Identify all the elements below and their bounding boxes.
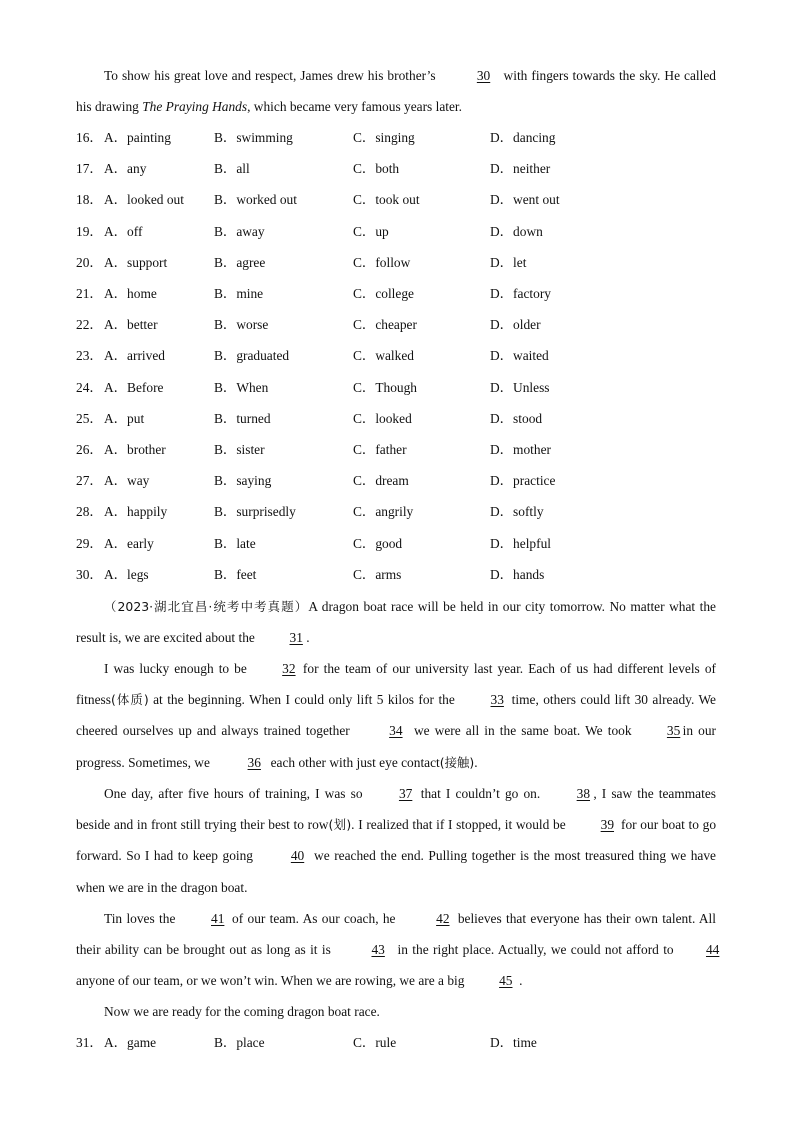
option-b[interactable]: B．turned bbox=[214, 410, 271, 426]
option-a[interactable]: A．painting bbox=[104, 130, 171, 145]
option-c[interactable]: C．good bbox=[353, 535, 403, 551]
option-b[interactable]: B．all bbox=[214, 161, 250, 177]
option-d[interactable]: D．softly bbox=[490, 504, 544, 520]
option-b[interactable]: B．When bbox=[214, 379, 269, 395]
question-number: 24． bbox=[76, 379, 103, 395]
question-row bbox=[76, 159, 726, 179]
question-number: 27． bbox=[76, 473, 103, 489]
gloss-text: (接触) bbox=[439, 754, 475, 770]
option-a[interactable]: A．put bbox=[104, 410, 145, 426]
question-row bbox=[76, 502, 726, 522]
option-d[interactable]: D．older bbox=[490, 317, 541, 333]
option-b[interactable]: B．agree bbox=[214, 254, 266, 270]
passage-text: with fingers towards the sky. He called his drawing bbox=[76, 68, 716, 115]
blank-44: 44 bbox=[705, 942, 720, 958]
option-d[interactable]: D．helpful bbox=[490, 535, 551, 551]
option-a[interactable]: A．happily bbox=[104, 504, 168, 520]
option-b[interactable]: B．sister bbox=[214, 442, 265, 457]
drawing-title: The Praying Hands bbox=[142, 99, 248, 115]
passage-text: of our team. As our coach, he bbox=[227, 911, 400, 926]
option-d[interactable]: D．went out bbox=[490, 192, 560, 208]
option-a[interactable]: A．any bbox=[104, 161, 147, 177]
passage2-paragraph-5 bbox=[76, 996, 716, 1027]
passage-text: Now we are ready for the coming dragon boat race. bbox=[104, 1004, 380, 1019]
blank-31: 31 bbox=[289, 630, 303, 646]
option-c[interactable]: C．looked bbox=[353, 410, 412, 426]
passage-text: One day, after five hours of training, I was so bbox=[104, 786, 368, 801]
question-row bbox=[76, 128, 726, 148]
option-c[interactable]: C．Though bbox=[353, 379, 417, 395]
passage2-paragraph-1 bbox=[76, 591, 716, 653]
source-label: （2023·湖北宜昌·统考中考真题） bbox=[104, 599, 309, 614]
passage-text: A dragon boat race will be held in our city tomorrow. No matter what the result is, we are excited about the bbox=[76, 599, 716, 646]
question-number: 31． bbox=[76, 1035, 103, 1050]
option-d[interactable]: D．dancing bbox=[490, 130, 556, 145]
passage-text: I was lucky enough to be bbox=[104, 661, 252, 676]
question-row bbox=[76, 440, 726, 460]
passage2-paragraph-3 bbox=[76, 778, 716, 903]
option-c[interactable]: C．up bbox=[353, 223, 389, 239]
question-number: 28． bbox=[76, 504, 103, 520]
option-c[interactable]: C．singing bbox=[353, 130, 415, 145]
blank-36: 36 bbox=[247, 754, 261, 770]
option-b[interactable]: B．worked out bbox=[214, 192, 297, 208]
option-b[interactable]: B．place bbox=[214, 1035, 265, 1050]
question-row bbox=[76, 534, 726, 554]
question-number: 20． bbox=[76, 254, 103, 270]
question-number: 18． bbox=[76, 192, 103, 208]
blank-43: 43 bbox=[371, 942, 385, 958]
option-c[interactable]: C．cheaper bbox=[353, 317, 417, 333]
option-b[interactable]: B．saying bbox=[214, 473, 272, 489]
option-a[interactable]: A．support bbox=[104, 254, 168, 270]
blank-30: 30 bbox=[476, 68, 491, 83]
option-a[interactable]: A．early bbox=[104, 535, 154, 551]
passage1-paragraph bbox=[76, 60, 716, 122]
blank-34: 34 bbox=[389, 723, 403, 739]
passage-text: , which became very famous years later. bbox=[247, 99, 462, 115]
blank-38: 38 bbox=[576, 786, 591, 801]
option-a[interactable]: A．off bbox=[104, 223, 143, 239]
question-number: 25． bbox=[76, 410, 103, 426]
passage-text: we reached the end. Pulling together is the most treasured thing we have when we are in the dragon boat. bbox=[76, 848, 717, 895]
option-a[interactable]: A．better bbox=[104, 317, 158, 333]
passage2-paragraph-2 bbox=[76, 653, 716, 778]
blank-32: 32 bbox=[282, 661, 296, 676]
question-number: 30． bbox=[76, 566, 103, 582]
passage-text: for the team of our university last year. Each of us had different levels of fitness bbox=[76, 661, 716, 708]
option-a[interactable]: A．brother bbox=[104, 442, 166, 457]
passage-text: To show his great love and respect, James drew his brother’s bbox=[104, 68, 440, 83]
option-d[interactable]: D．Unless bbox=[490, 379, 550, 395]
passage-text: Tin loves the bbox=[104, 911, 180, 926]
option-c[interactable]: C．both bbox=[353, 161, 400, 177]
passage-text: . bbox=[306, 630, 310, 646]
option-c[interactable]: C．took out bbox=[353, 192, 420, 208]
passage-text: . bbox=[515, 973, 523, 989]
question-number: 26． bbox=[76, 442, 103, 457]
passage-text: in our progress. Sometimes, we bbox=[76, 723, 716, 770]
question-row bbox=[76, 253, 726, 273]
blank-40: 40 bbox=[290, 848, 305, 864]
passage-text: , I saw the teammates beside and in front still trying their best to row bbox=[76, 786, 717, 833]
question-number: 19． bbox=[76, 223, 103, 239]
passage-text: at the beginning. When I could only lift 5 kilos for the bbox=[148, 692, 460, 708]
option-a[interactable]: A．legs bbox=[104, 566, 149, 582]
option-a[interactable]: A．game bbox=[104, 1035, 157, 1050]
option-b[interactable]: B．away bbox=[214, 223, 265, 239]
option-b[interactable]: B．worse bbox=[214, 317, 269, 333]
question-row bbox=[76, 190, 726, 210]
option-b[interactable]: B．late bbox=[214, 535, 256, 551]
option-c[interactable]: C．arms bbox=[353, 566, 402, 582]
blank-39: 39 bbox=[600, 817, 615, 833]
question-row bbox=[76, 1033, 726, 1053]
blank-41: 41 bbox=[211, 911, 225, 926]
blank-37: 37 bbox=[398, 786, 413, 801]
option-b[interactable]: B．feet bbox=[214, 566, 257, 582]
option-b[interactable]: B．graduated bbox=[214, 348, 290, 364]
passage-text: we were all in the same boat. We took bbox=[408, 723, 637, 739]
question-row bbox=[76, 471, 726, 491]
question-number: 22． bbox=[76, 317, 103, 333]
blank-45: 45 bbox=[499, 973, 513, 989]
question-row bbox=[76, 409, 726, 429]
question-row bbox=[76, 315, 726, 335]
option-c[interactable]: C．dream bbox=[353, 473, 409, 489]
question-row bbox=[76, 565, 726, 585]
passage-text: in the right place. Actually, we could not afford to bbox=[393, 942, 678, 958]
option-d[interactable]: D．practice bbox=[490, 473, 556, 489]
option-d[interactable]: D．time bbox=[490, 1035, 537, 1050]
option-d[interactable]: D．hands bbox=[490, 566, 545, 582]
question-row bbox=[76, 222, 726, 242]
passage-text: believes that everyone has their own talent. All their ability can be brought out as long as it is bbox=[76, 911, 716, 958]
passage-text: time, others could lift 30 already. We cheered ourselves up and always trained together bbox=[76, 692, 717, 739]
option-c[interactable]: C．walked bbox=[353, 348, 414, 364]
passage-text: for our boat to go forward. So I had to keep going bbox=[76, 817, 717, 864]
blank-33: 33 bbox=[490, 692, 504, 708]
question-row bbox=[76, 284, 726, 304]
option-a[interactable]: A．arrived bbox=[104, 348, 165, 364]
option-a[interactable]: A．home bbox=[104, 286, 157, 301]
passage-text: . bbox=[474, 754, 478, 770]
option-d[interactable]: D．let bbox=[490, 254, 527, 270]
question-number: 23． bbox=[76, 348, 103, 364]
question-row bbox=[76, 378, 726, 398]
option-c[interactable]: C．follow bbox=[353, 254, 411, 270]
question-number: 17． bbox=[76, 161, 103, 177]
option-b[interactable]: B．swimming bbox=[214, 130, 293, 145]
question-number: 21． bbox=[76, 286, 103, 301]
option-a[interactable]: A．looked out bbox=[104, 192, 184, 208]
blank-42: 42 bbox=[436, 911, 450, 926]
option-c[interactable]: C．father bbox=[353, 442, 407, 457]
option-c[interactable]: C．angrily bbox=[353, 504, 414, 520]
passage2-paragraph-4 bbox=[76, 903, 720, 997]
question-number: 29． bbox=[76, 535, 103, 551]
option-a[interactable]: A．way bbox=[104, 473, 150, 489]
option-d[interactable]: D．down bbox=[490, 223, 543, 239]
option-d[interactable]: D．waited bbox=[490, 348, 549, 364]
question-number: 16． bbox=[76, 130, 103, 145]
gloss-text: (体质) bbox=[110, 692, 149, 708]
gloss-text: (划) bbox=[328, 817, 352, 833]
option-d[interactable]: D．stood bbox=[490, 410, 543, 426]
option-d[interactable]: D．mother bbox=[490, 442, 551, 457]
passage-text: that I couldn’t go on. bbox=[415, 786, 546, 801]
option-b[interactable]: B．surprisedly bbox=[214, 504, 296, 520]
blank-35: 35 bbox=[666, 723, 681, 739]
passage-text: each other with just eye contact bbox=[267, 754, 440, 770]
option-b[interactable]: B．mine bbox=[214, 286, 264, 301]
option-d[interactable]: D．neither bbox=[490, 161, 551, 177]
option-d[interactable]: D．factory bbox=[490, 286, 551, 301]
option-a[interactable]: A．Before bbox=[104, 379, 164, 395]
passage-text: . I realized that if I stopped, it would be bbox=[351, 817, 570, 833]
option-c[interactable]: C．rule bbox=[353, 1035, 397, 1050]
option-c[interactable]: C．college bbox=[353, 286, 414, 301]
passage-text: anyone of our team, or we won’t win. When we are rowing, we are a big bbox=[76, 973, 468, 989]
question-row bbox=[76, 346, 726, 366]
